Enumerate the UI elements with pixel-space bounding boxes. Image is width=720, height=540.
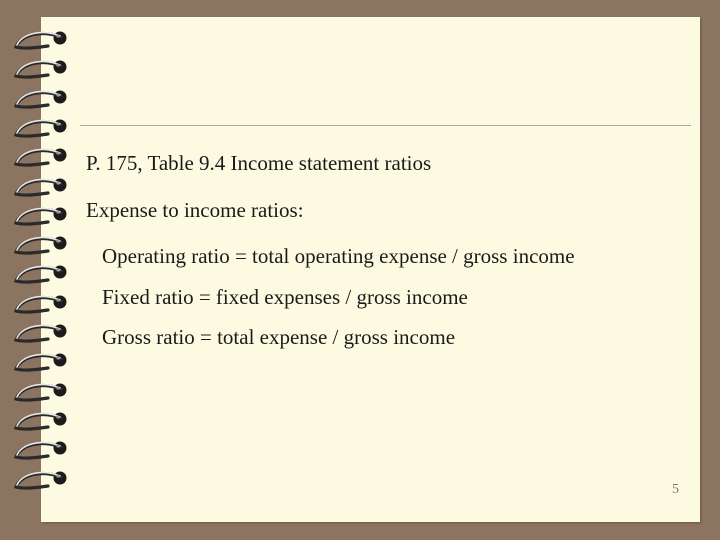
spiral-ring-icon — [16, 472, 67, 489]
spiral-ring-icon — [16, 325, 67, 342]
spiral-ring-icon — [16, 237, 67, 254]
spiral-ring-icon — [16, 120, 67, 137]
spiral-ring-icon — [16, 413, 67, 430]
slide-title: P. 175, Table 9.4 Income statement ratios — [86, 151, 432, 175]
section-heading: Expense to income ratios: — [86, 198, 304, 222]
spiral-ring-icon — [16, 61, 67, 78]
gross-ratio-line: Gross ratio = total expense / gross income — [102, 325, 456, 349]
spiral-ring-icon — [16, 91, 67, 108]
divider-rule — [80, 125, 691, 126]
spiral-ring-icon — [16, 384, 67, 401]
spiral-ring-icon — [16, 32, 67, 49]
spiral-ring-icon — [16, 149, 67, 166]
spiral-ring-icon — [16, 442, 67, 459]
page-number: 5 — [672, 482, 679, 497]
spiral-ring-icon — [16, 354, 67, 371]
spiral-ring-icon — [16, 296, 67, 313]
fixed-ratio-line: Fixed ratio = fixed expenses / gross income — [102, 285, 468, 309]
operating-ratio-line: Operating ratio = total operating expense / gross income — [102, 244, 575, 268]
spiral-ring-icon — [16, 208, 67, 225]
spiral-ring-icon — [16, 266, 67, 283]
notebook-page — [41, 17, 700, 522]
spiral-binding-icon — [0, 0, 80, 540]
spiral-ring-icon — [16, 179, 67, 196]
